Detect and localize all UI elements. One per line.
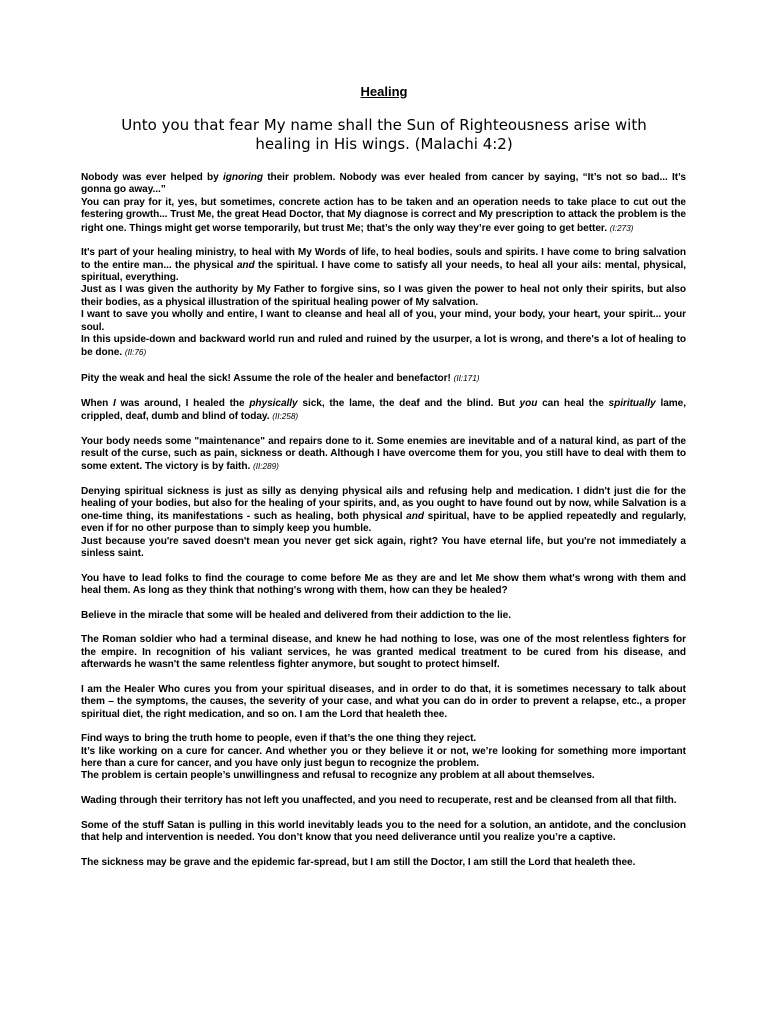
- text-run: can heal the: [537, 397, 609, 409]
- paragraph-9: The Roman soldier who had a terminal disease, and knew he had nothing to lose, was one of the most relentless fighters for the empire. In recognition of his valiant services, he was granted medical treatment to be cured from his disease, and afterwards he wasn't the same relentless fighter anymore, but sought to protect himself.: [81, 634, 686, 671]
- text-run: the spiritual. I have come to satisfy all your needs, to heal all your ails: mental, physical, spiritual, everything.: [81, 259, 686, 284]
- document-body: [81, 172, 686, 881]
- paragraph-4: [81, 398, 686, 424]
- text-run: When: [81, 397, 114, 409]
- text-run: lame, crippled, deaf, dumb and blind of today.: [81, 397, 686, 423]
- reference-citation: (II:258): [272, 411, 299, 422]
- emphasis: spiritually: [608, 397, 656, 409]
- emphasis: and: [236, 259, 255, 271]
- text-run: In this upside-down and backward world run and ruled and ruined by the usurper, a lot is wrong, and there's a lot of healing to be done.: [81, 334, 686, 359]
- text-run: The problem is certain people’s unwillingness and refusal to recognize any problem at all about themselves.: [81, 770, 595, 782]
- text-run: It’s like working on a cure for cancer. And whether you or they believe it or not, we’re looking for something more important here than a cure for cancer, and you have only just begun to recognize the problem.: [81, 745, 686, 769]
- paragraph-5: [81, 436, 686, 474]
- paragraph-3: [81, 372, 686, 385]
- text-run: Pity the weak and heal the sick! Assume the role of the healer and benefactor!: [81, 373, 451, 385]
- paragraph-2: [81, 247, 686, 360]
- text-run: Your body needs some "maintenance" and repairs done to it. Some enemies are inevitable and of a natural kind, as part of the result of the curse, such as pain, sickness or death. Although I have overcome them for you, you still have to deal with them to some extent. The victory is by faith.: [81, 435, 686, 473]
- reference-citation: (II:171): [453, 373, 480, 384]
- emphasis: I: [113, 397, 116, 409]
- paragraph-8: Believe in the miracle that some will be healed and delivered from their addiction to the lie.: [81, 609, 512, 621]
- reference-citation: (II:76): [124, 347, 147, 358]
- text-run: Nobody was ever helped by: [81, 172, 223, 183]
- text-run: sick, the lame, the deaf and the blind. But: [297, 397, 520, 409]
- text-run: Denying spiritual sickness is just as silly as denying physical ails and refusing help and medication. I didn't just die for the healing of your bodies, but also for the healing of your spirits, and, as you ought to have found out by now, while Salvation is a one-time thing, its manifestations - such as healing, both physical: [81, 486, 686, 522]
- reference-citation: (II:289): [253, 461, 279, 472]
- text-run: You can pray for it, yes, but sometimes, concrete action has to be taken and an operation needs to take place to cut out the festering growth... Trust Me, the great Head Doctor, that My diagnose is correct and My prescription to attack the problem is the right one. Things might get worse temporarily, but trust Me; that’s the only way they’re ever going to get better.: [81, 196, 686, 234]
- reference-citation: (I:273): [609, 222, 634, 233]
- text-run: their problem. Nobody was ever healed from cancer by saying, “It’s not so bad... It’s gonna go away...”: [81, 172, 686, 196]
- paragraph-7: You have to lead folks to find the courage to come before Me as they are and let Me show them what's wrong with them and heal them. As long as they think that nothing's wrong with them, how can they be healed?: [81, 572, 686, 597]
- paragraph-10: I am the Healer Who cures you from your spiritual diseases, and in order to do that, it is sometimes necessary to talk about them – the symptoms, the causes, the severity of your case, and what you can do in order to prevent a relapse, etc., a proper spiritual diet, the right medication, and so on. I am the Lord that healeth thee.: [81, 683, 686, 720]
- text-run: was around, I healed the: [115, 397, 250, 409]
- text-run: I want to save you wholly and entire, I want to cleanse and heal all of you, your mind, your body, your heart, your spirit... your soul.: [81, 309, 686, 333]
- emphasis: ignoring: [222, 172, 263, 183]
- text-run: Just because you're saved doesn't mean you never get sick again, right? You have eternal life, but you're not immediately a sinless saint.: [81, 535, 686, 560]
- text-run: spiritual, have to be applied repeatedly and regularly, even if for no other purpose than to simply keep you humble.: [81, 510, 686, 535]
- paragraph-14: The sickness may be grave and the epidemic far-spread, but I am still the Doctor, I am still the Lord that healeth thee.: [81, 856, 636, 868]
- paragraph-6: [81, 486, 686, 560]
- paragraph-11: [81, 733, 686, 783]
- emphasis: and: [406, 510, 424, 522]
- text-run: Just as I was given the authority by My Father to forgive sins, so I was given the power to heal not only their spirits, but also their bodies, as a physical illustration of the spiritual healing power of My salvation.: [81, 284, 686, 308]
- scripture-subtitle: Unto you that fear My name shall the Sun of Righteousness arise with healing in His wings. (Malachi 4:2): [121, 116, 647, 153]
- paragraph-1: [81, 172, 686, 235]
- page-title: Healing: [360, 84, 408, 99]
- paragraph-12: Wading through their territory has not left you unaffected, and you need to recuperate, rest and be cleansed from all that filth.: [81, 794, 677, 806]
- emphasis: physically: [249, 397, 298, 409]
- paragraph-13: Some of the stuff Satan is pulling in this world inevitably leads you to the need for a solution, an antidote, and the conclusion that help and intervention is needed. You don’t know that you need deliverance until you realize you’re a captive.: [81, 819, 686, 843]
- text-run: It's part of your healing ministry, to heal with My Words of life, to heal bodies, souls and spirits. I have come to bring salvation to the entire man... the physical: [81, 247, 686, 271]
- text-run: Find ways to bring the truth home to people, even if that’s the one thing they reject.: [81, 733, 477, 745]
- emphasis: you: [519, 397, 538, 409]
